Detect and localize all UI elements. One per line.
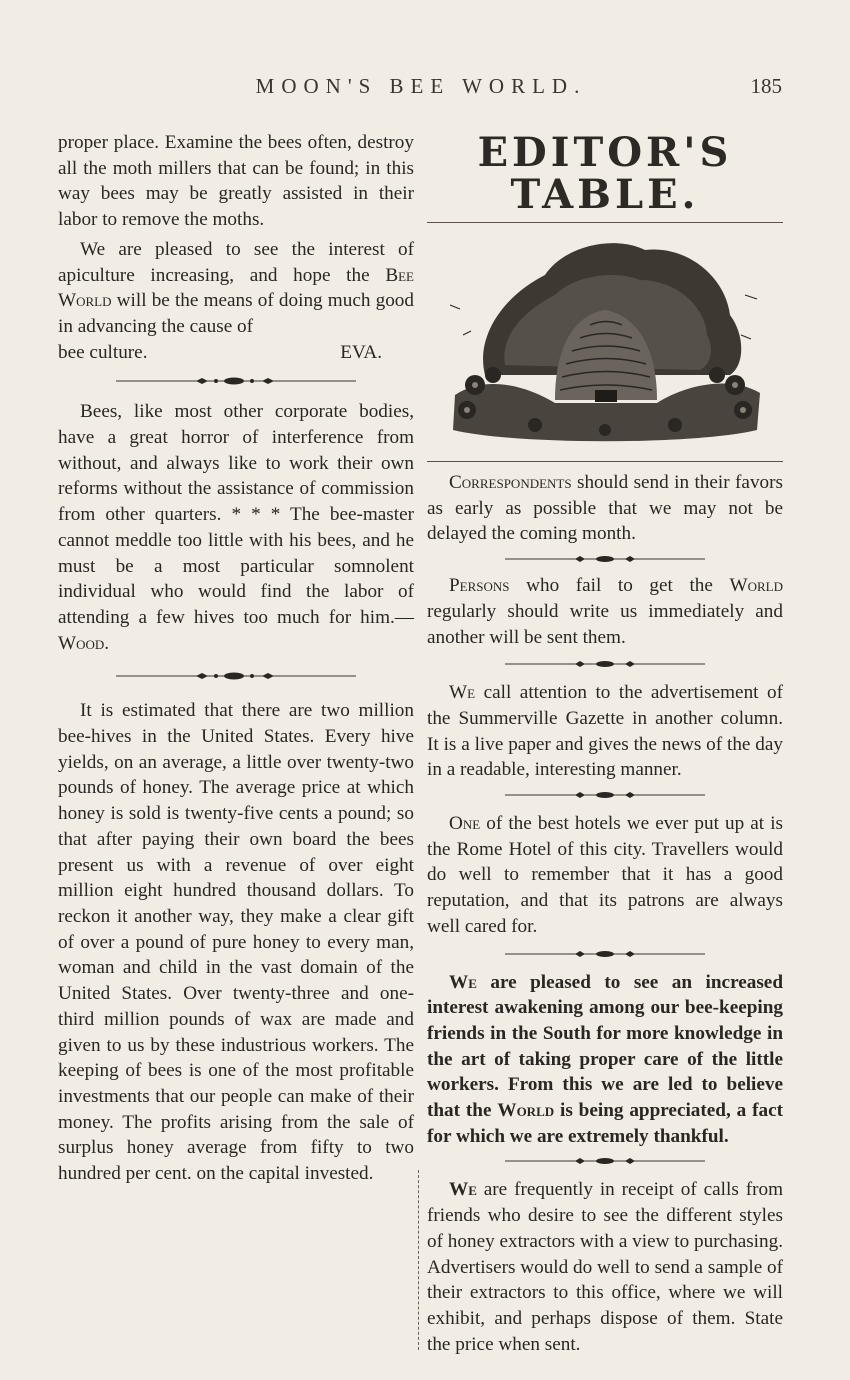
world-name: World <box>497 1100 555 1122</box>
notice-persons-text: who fail to get the <box>526 575 713 597</box>
notice-summerville-gazette <box>427 680 783 783</box>
small-divider <box>427 1151 783 1171</box>
small-divider <box>427 944 783 964</box>
paragraph-apiculture-end: bee culture. <box>58 341 148 363</box>
paragraph-apiculture-text: We are pleased to see the interest of apiculture increasing, and hope the <box>58 238 414 286</box>
paragraph-corporate-bodies <box>58 399 414 656</box>
beehive-engraving <box>445 225 765 457</box>
paragraph-corporate-rest: The bee-master cannot meddle too little with his bees, and he must be a most particular somnolent individual who would find the labor of attending a few hives too much for him.— <box>58 504 415 628</box>
beehive-illustration <box>427 225 783 457</box>
section-title: EDITOR'S TABLE. <box>477 129 733 218</box>
page-number: 185 <box>750 74 782 98</box>
bee-world-name: Bee World <box>58 264 414 312</box>
notice-correspondents-text: should send in their favors as early as possible that we may not be delayed the coming month. <box>427 472 783 545</box>
small-divider <box>427 785 783 805</box>
paragraph-apiculture-rest: will be the means of doing much good in advancing the cause of <box>58 290 414 337</box>
notice-persons-rest: regularly should write us immediately and another will be sent them. <box>427 600 783 648</box>
notice-extractors-text: are frequently in receipt of calls from friends who desire to see the different styles of honey extractors with a view to purchasing. Advertisers would do well to send a sample of their extractors to this office, where we will exhibit, and perhaps dispose of them. State the price when sent. <box>427 1179 783 1355</box>
signature-line <box>58 340 414 366</box>
paragraph-apiculture <box>58 237 414 340</box>
ornamental-divider <box>58 371 414 391</box>
notice-correspondents <box>427 470 783 547</box>
notice-correspondents-lead: Correspondents <box>449 472 572 493</box>
running-head <box>60 74 782 104</box>
notice-gazette-lead: We <box>449 682 476 704</box>
notice-persons-lead: Persons <box>449 575 510 597</box>
world-name: World <box>729 575 784 597</box>
author-wood: Wood. <box>58 632 110 654</box>
notice-extractors-lead: We <box>449 1179 477 1201</box>
small-divider <box>427 549 783 569</box>
paragraph-corporate-text: Bees, like most other corporate bodies, have a great horror of interference from without, and always like to work their own reforms without the assistance of commission from other quarters. <box>58 401 414 526</box>
paragraph-moth-millers: proper place. Examine the bees often, destroy all the moth millers that can be found; in this way bees may be greatly assisted in their labor to remove the moths. <box>58 132 414 231</box>
left-column <box>58 130 414 1187</box>
notice-hotel-lead: One <box>449 813 481 835</box>
signature-eva: EVA. <box>340 341 382 363</box>
running-title: MOON'S BEE WORLD. <box>255 74 587 98</box>
notice-south-lead: We <box>449 971 477 993</box>
notice-south-rest: is being appreciated, a fact for which we are extremely thankful. <box>427 1100 783 1147</box>
notice-rome-hotel <box>427 811 783 940</box>
paragraph-bee-hives-statistics: It is estimated that there are two million bee-hives in the United States. Every hive yields, on an average, a little over twenty-two pounds of honey. The average price at which honey is sold is twenty-five cents a pound; so that after paying their own board the bees present us with a revenue of over eight million eight hundred thousand dollars. To reckon it another way, they make a clear gift of over a pound of pure honey to every man, woman and child in the vast domain of the United States. Over twenty-three and one-third million pounds of wax are made and given to us by these industrious workers. The keeping of bees is one of the most profitable investments that our people can make of their money. The profits arising from the sale of surplus honey average from fifty to two hundred per cent. on the capital invested. <box>58 700 414 1185</box>
notice-gazette-text: call attention to the advertisement of the Summerville Gazette in another column. It is a live paper and gives the news of the day in a readable, interesting manner. <box>427 682 783 781</box>
notice-honey-extractors <box>427 1177 783 1357</box>
notice-persons <box>427 573 783 650</box>
illustration-rule <box>427 461 783 462</box>
title-rule <box>427 222 783 223</box>
small-divider <box>427 654 783 674</box>
notice-south-interest <box>427 970 783 1150</box>
notice-south-text: are pleased to see an increased interest awakening among our bee-keeping friends in the South for more knowledge in the art of taking proper care of the little workers. From this we are led to believe that the <box>427 971 783 1122</box>
right-column <box>427 130 783 1357</box>
column-rule <box>418 1170 419 1350</box>
ornamental-divider <box>58 666 414 686</box>
asterisks: * * * <box>231 504 281 526</box>
notice-hotel-text: of the best hotels we ever put up at is the Rome Hotel of this city. Travellers would do well to remember that it has a good reputation, and that its patrons are always well cared for. <box>427 813 784 937</box>
